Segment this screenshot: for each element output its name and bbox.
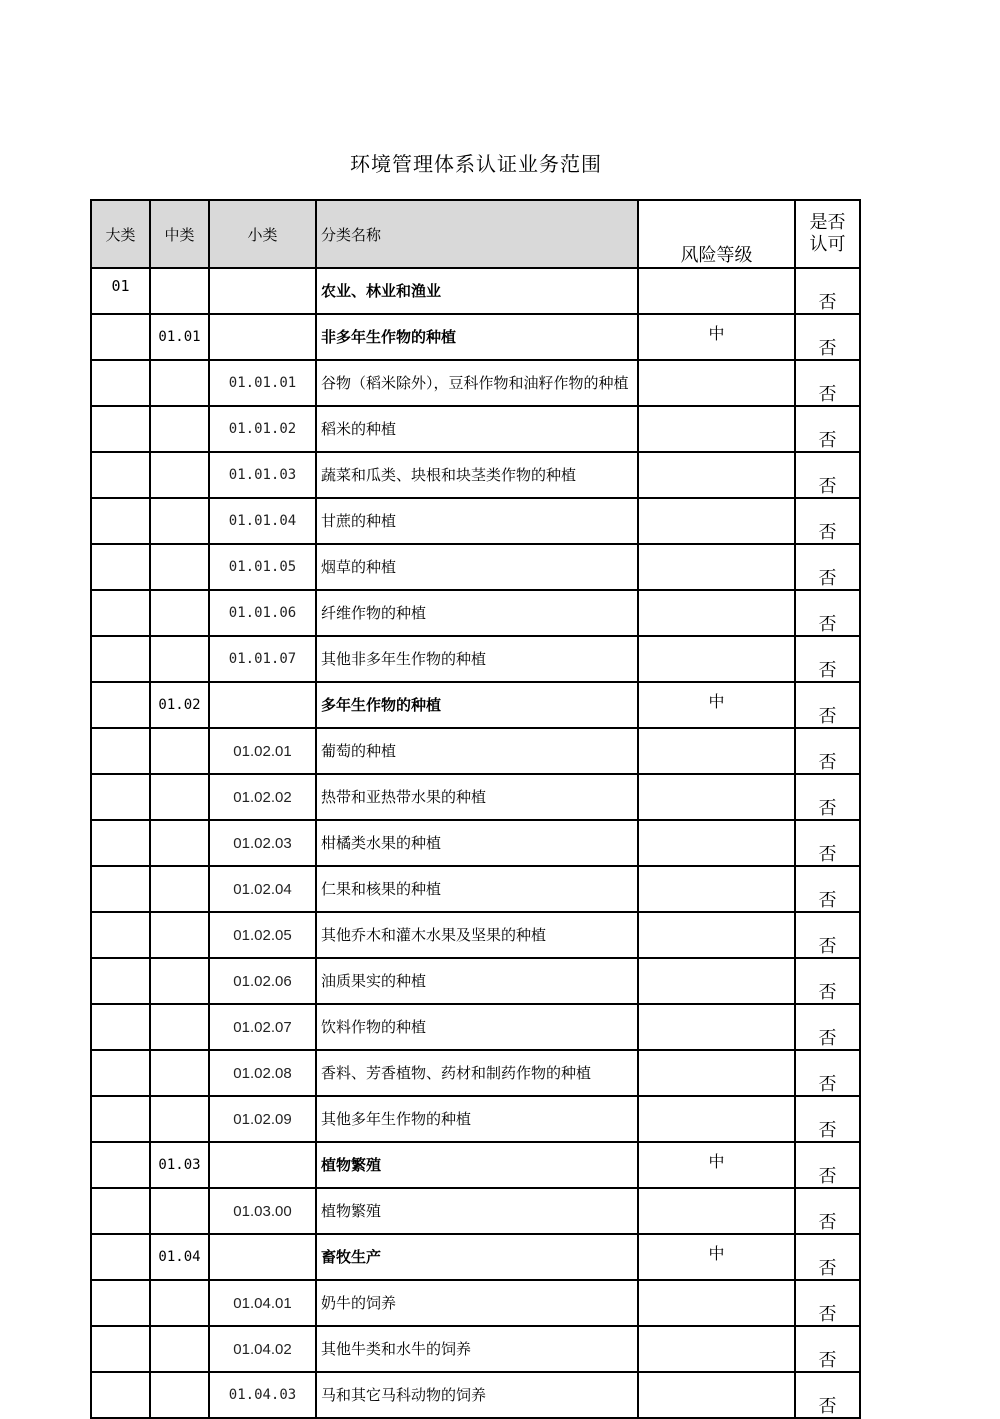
cell-mid (150, 636, 209, 682)
table-row (91, 774, 860, 820)
cell-risk (638, 1372, 795, 1418)
cell-minor (209, 314, 316, 360)
cell-minor: 01.02.03 (209, 820, 316, 866)
cell-risk (638, 452, 795, 498)
cell-approved: 否 (795, 452, 860, 498)
cell-minor (209, 268, 316, 314)
cell-minor: 01.03.00 (209, 1188, 316, 1234)
cell-approved: 否 (795, 958, 860, 1004)
cell-risk (638, 1326, 795, 1372)
cell-minor (209, 1234, 316, 1280)
cell-approved: 否 (795, 1188, 860, 1234)
cell-approved: 否 (795, 1096, 860, 1142)
header-risk: 风险等级 (638, 200, 795, 268)
cell-risk (638, 820, 795, 866)
table-row (91, 912, 860, 958)
cell-major (91, 866, 150, 912)
cell-major (91, 1234, 150, 1280)
cell-mid (150, 406, 209, 452)
cell-major (91, 1142, 150, 1188)
header-major: 大类 (91, 200, 150, 268)
cell-name: 柑橘类水果的种植 (316, 820, 638, 866)
cell-risk (638, 774, 795, 820)
cell-name: 香料、芳香植物、药材和制药作物的种植 (316, 1050, 638, 1096)
header-approved-line1: 是否 (809, 212, 846, 233)
cell-major (91, 774, 150, 820)
cell-risk (638, 590, 795, 636)
cell-minor: 01.04.02 (209, 1326, 316, 1372)
cell-mid (150, 1004, 209, 1050)
cell-approved: 否 (795, 544, 860, 590)
table-row (91, 1188, 860, 1234)
cell-mid (150, 544, 209, 590)
cell-approved: 否 (795, 1372, 860, 1418)
cell-major (91, 360, 150, 406)
cell-name: 其他多年生作物的种植 (316, 1096, 638, 1142)
cell-name: 非多年生作物的种植 (316, 314, 638, 360)
table-row (91, 314, 860, 360)
cell-mid (150, 728, 209, 774)
cell-name: 畜牧生产 (316, 1234, 638, 1280)
cell-mid (150, 1280, 209, 1326)
cell-minor: 01.01.04 (209, 498, 316, 544)
cell-approved: 否 (795, 820, 860, 866)
table-row (91, 1326, 860, 1372)
cell-risk (638, 728, 795, 774)
cell-minor: 01.04.03 (209, 1372, 316, 1418)
cell-approved: 否 (795, 912, 860, 958)
table-row (91, 406, 860, 452)
cell-approved: 否 (795, 1142, 860, 1188)
cell-risk (638, 912, 795, 958)
cell-risk (638, 360, 795, 406)
cell-name: 葡萄的种植 (316, 728, 638, 774)
cell-minor: 01.02.04 (209, 866, 316, 912)
table-header-row (91, 200, 860, 268)
cell-major (91, 682, 150, 728)
cell-approved: 否 (795, 682, 860, 728)
cell-mid (150, 912, 209, 958)
cell-approved: 否 (795, 636, 860, 682)
table-row (91, 1142, 860, 1188)
table-row (91, 820, 860, 866)
cell-mid (150, 1188, 209, 1234)
cell-major (91, 958, 150, 1004)
cell-name: 谷物（稻米除外），豆科作物和油籽作物的种植 (316, 360, 638, 406)
table-row (91, 958, 860, 1004)
cell-approved: 否 (795, 1050, 860, 1096)
cell-name: 奶牛的饲养 (316, 1280, 638, 1326)
cell-name: 仁果和核果的种植 (316, 866, 638, 912)
cell-risk (638, 636, 795, 682)
cell-mid (150, 360, 209, 406)
cell-minor: 01.04.01 (209, 1280, 316, 1326)
cell-mid (150, 452, 209, 498)
table-row (91, 1050, 860, 1096)
cell-risk: 中 (638, 1142, 795, 1188)
header-mid: 中类 (150, 200, 209, 268)
cell-name: 其他非多年生作物的种植 (316, 636, 638, 682)
cell-name: 其他牛类和水牛的饲养 (316, 1326, 638, 1372)
table-row (91, 682, 860, 728)
cell-mid: 01.03 (150, 1142, 209, 1188)
cell-major (91, 544, 150, 590)
cell-approved: 否 (795, 360, 860, 406)
table-row (91, 360, 860, 406)
cell-mid (150, 268, 209, 314)
cell-major (91, 314, 150, 360)
header-minor: 小类 (209, 200, 316, 268)
cell-risk: 中 (638, 314, 795, 360)
cell-approved: 否 (795, 498, 860, 544)
cell-major (91, 498, 150, 544)
cell-risk (638, 544, 795, 590)
cell-risk (638, 498, 795, 544)
cell-name: 植物繁殖 (316, 1142, 638, 1188)
cell-risk (638, 866, 795, 912)
cell-mid (150, 774, 209, 820)
cell-mid (150, 1372, 209, 1418)
cell-mid (150, 958, 209, 1004)
cell-name: 热带和亚热带水果的种植 (316, 774, 638, 820)
cell-name: 多年生作物的种植 (316, 682, 638, 728)
cell-name: 甘蔗的种植 (316, 498, 638, 544)
table-row (91, 1234, 860, 1280)
cell-name: 农业、林业和渔业 (316, 268, 638, 314)
page-title: 环境管理体系认证业务范围 (350, 152, 602, 176)
cell-minor: 01.01.01 (209, 360, 316, 406)
scope-table (90, 199, 861, 1419)
cell-risk: 中 (638, 682, 795, 728)
cell-major (91, 406, 150, 452)
cell-name: 烟草的种植 (316, 544, 638, 590)
cell-major (91, 590, 150, 636)
cell-name: 纤维作物的种植 (316, 590, 638, 636)
cell-risk (638, 958, 795, 1004)
header-name: 分类名称 (316, 200, 638, 268)
cell-minor: 01.01.02 (209, 406, 316, 452)
cell-name: 马和其它马科动物的饲养 (316, 1372, 638, 1418)
cell-major (91, 1096, 150, 1142)
cell-mid (150, 866, 209, 912)
table-body (91, 268, 860, 1418)
table-row (91, 544, 860, 590)
cell-minor: 01.02.02 (209, 774, 316, 820)
cell-risk (638, 406, 795, 452)
cell-minor: 01.02.06 (209, 958, 316, 1004)
cell-mid: 01.04 (150, 1234, 209, 1280)
cell-risk (638, 1004, 795, 1050)
cell-major (91, 1050, 150, 1096)
cell-mid (150, 590, 209, 636)
cell-major (91, 1188, 150, 1234)
cell-name: 稻米的种植 (316, 406, 638, 452)
table-row (91, 590, 860, 636)
table-row (91, 1004, 860, 1050)
cell-approved: 否 (795, 866, 860, 912)
cell-mid (150, 1326, 209, 1372)
cell-minor: 01.02.01 (209, 728, 316, 774)
table-row (91, 866, 860, 912)
cell-approved: 否 (795, 774, 860, 820)
cell-minor (209, 1142, 316, 1188)
cell-approved: 否 (795, 1004, 860, 1050)
cell-minor: 01.01.06 (209, 590, 316, 636)
header-approved (795, 200, 860, 268)
cell-approved: 否 (795, 1280, 860, 1326)
cell-major (91, 1004, 150, 1050)
cell-mid: 01.01 (150, 314, 209, 360)
cell-mid (150, 498, 209, 544)
cell-minor: 01.01.03 (209, 452, 316, 498)
cell-approved: 否 (795, 268, 860, 314)
cell-minor: 01.01.07 (209, 636, 316, 682)
cell-major (91, 820, 150, 866)
cell-mid (150, 1096, 209, 1142)
table-row (91, 636, 860, 682)
cell-major (91, 912, 150, 958)
cell-name: 油质果实的种植 (316, 958, 638, 1004)
cell-name: 蔬菜和瓜类、块根和块茎类作物的种植 (316, 452, 638, 498)
table-row (91, 498, 860, 544)
cell-major (91, 1372, 150, 1418)
cell-major (91, 1326, 150, 1372)
cell-major (91, 636, 150, 682)
table-row (91, 728, 860, 774)
table-row (91, 1372, 860, 1418)
table-row (91, 452, 860, 498)
table-row (91, 1096, 860, 1142)
cell-risk (638, 268, 795, 314)
cell-approved: 否 (795, 314, 860, 360)
cell-approved: 否 (795, 590, 860, 636)
cell-mid: 01.02 (150, 682, 209, 728)
cell-mid (150, 1050, 209, 1096)
cell-mid (150, 820, 209, 866)
cell-risk (638, 1050, 795, 1096)
cell-major (91, 728, 150, 774)
cell-risk (638, 1096, 795, 1142)
cell-minor: 01.02.07 (209, 1004, 316, 1050)
cell-minor: 01.02.05 (209, 912, 316, 958)
cell-minor: 01.02.09 (209, 1096, 316, 1142)
header-approved-line2: 认可 (809, 234, 846, 255)
cell-approved: 否 (795, 1326, 860, 1372)
cell-risk: 中 (638, 1234, 795, 1280)
cell-risk (638, 1280, 795, 1326)
table-row (91, 268, 860, 314)
cell-major (91, 1280, 150, 1326)
cell-minor: 01.01.05 (209, 544, 316, 590)
cell-name: 其他乔木和灌木水果及坚果的种植 (316, 912, 638, 958)
cell-minor (209, 682, 316, 728)
cell-minor: 01.02.08 (209, 1050, 316, 1096)
cell-name: 植物繁殖 (316, 1188, 638, 1234)
cell-major: 01 (91, 268, 150, 314)
cell-major (91, 452, 150, 498)
cell-approved: 否 (795, 728, 860, 774)
cell-name: 饮料作物的种植 (316, 1004, 638, 1050)
cell-approved: 否 (795, 406, 860, 452)
cell-risk (638, 1188, 795, 1234)
cell-approved: 否 (795, 1234, 860, 1280)
table-row (91, 1280, 860, 1326)
